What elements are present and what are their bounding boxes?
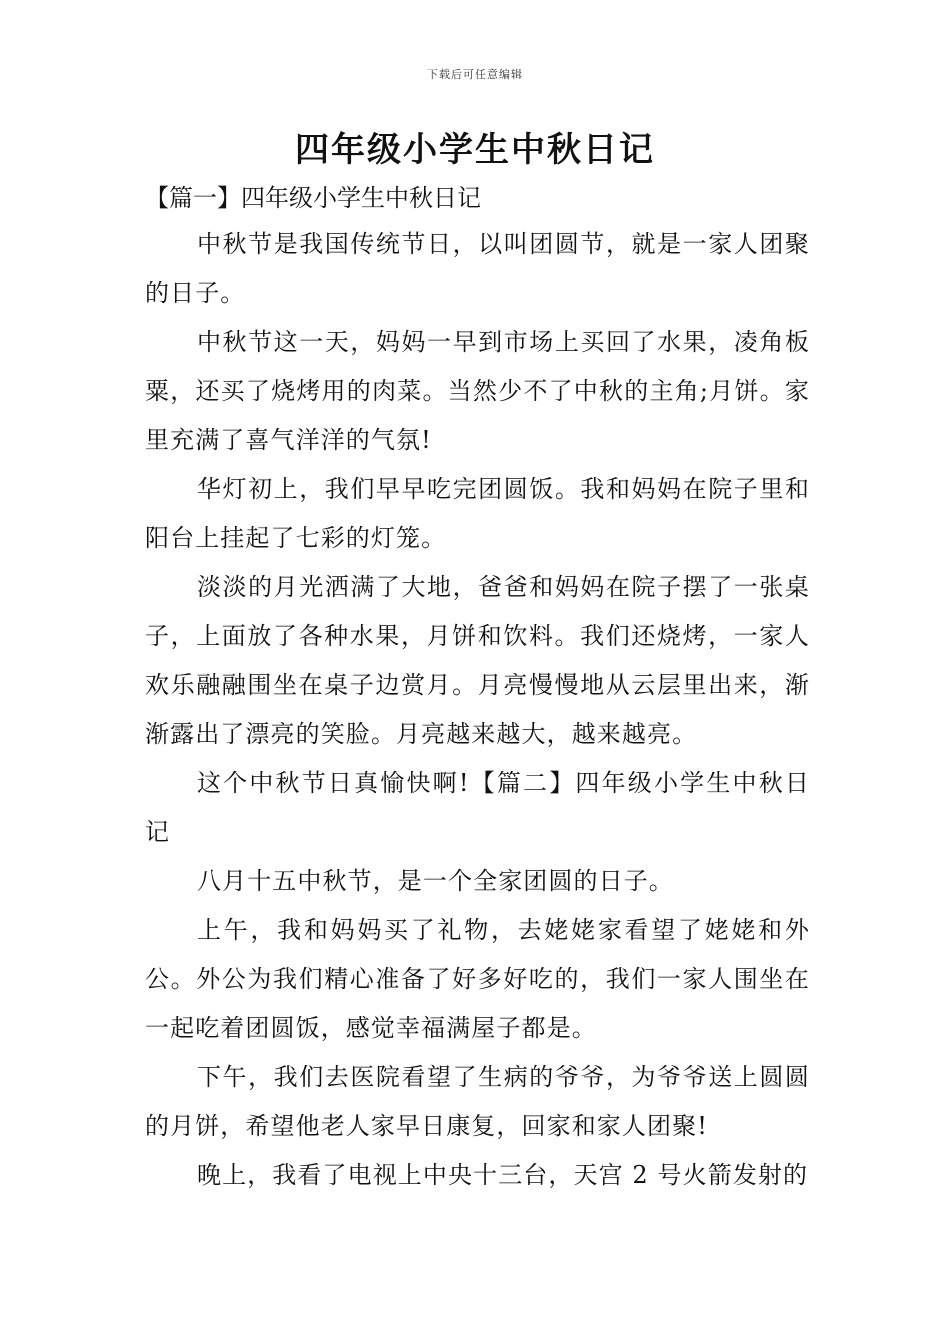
- section-heading: 【篇一】四年级小学生中秋日记: [145, 184, 481, 212]
- paragraph: 中秋节是我国传统节日，以叫团圆节，就是一家人团聚的日子。: [145, 230, 810, 307]
- document-body: [145, 178, 810, 1200]
- paragraph: 这个中秋节日真愉快啊!【篇二】四年级小学生中秋日记: [145, 769, 810, 846]
- paragraph: 下午，我们去医院看望了生病的爷爷，为爷爷送上圆圆的月饼，希望他老人家早日康复，回家和家人团聚!: [145, 1063, 810, 1140]
- paragraph: 中秋节这一天，妈妈一早到市场上买回了水果，凌角板粟，还买了烧烤用的肉菜。当然少不了中秋的主角;月饼。家里充满了喜气洋洋的气氛!: [145, 328, 810, 454]
- paragraph: 淡淡的月光洒满了大地，爸爸和妈妈在院子摆了一张桌子，上面放了各种水果，月饼和饮料。我们还烧烤，一家人欢乐融融围坐在桌子边赏月。月亮慢慢地从云层里出来，渐渐露出了漂亮的笑脸。月亮越来越大，越来越亮。: [145, 573, 810, 748]
- paragraph: 华灯初上，我们早早吃完团圆饭。我和妈妈在院子里和阳台上挂起了七彩的灯笼。: [145, 475, 810, 552]
- header-note: 下载后可任意编辑: [427, 68, 523, 81]
- paragraph: 八月十五中秋节，是一个全家团圆的日子。: [197, 867, 674, 895]
- paragraph: 上午，我和妈妈买了礼物，去姥姥家看望了姥姥和外公。外公为我们精心准备了好多好吃的，我们一家人围坐在一起吃着团圆饭，感觉幸福满屋子都是。: [145, 916, 810, 1042]
- paragraph: 晚上，我看了电视上中央十三台，天宫 2 号火箭发射的: [197, 1161, 809, 1189]
- document-title: 四年级小学生中秋日记: [295, 130, 655, 170]
